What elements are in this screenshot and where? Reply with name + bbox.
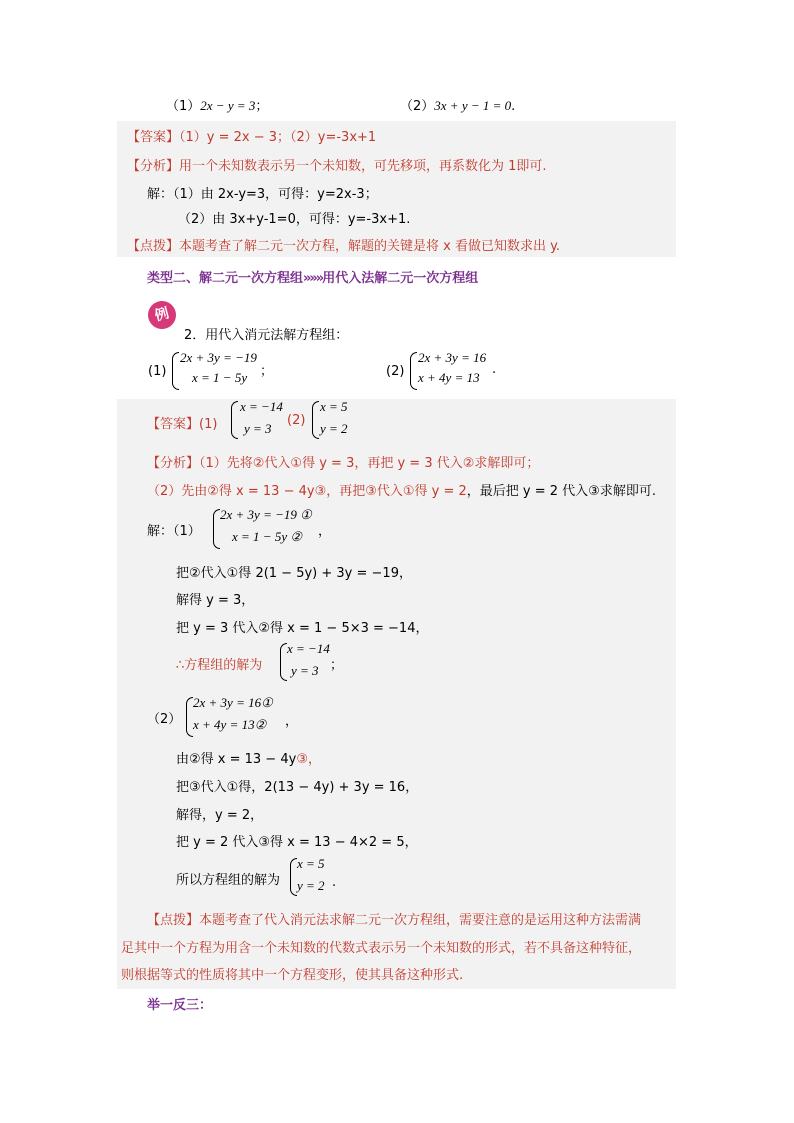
brace-icon — [231, 401, 238, 439]
step-2: 解得 y = 3， — [176, 593, 255, 608]
equation: x + 4y = 13② — [193, 717, 267, 732]
solution-line-1: 解：（1）由 2x-y=3，可得：y=2x-3； — [147, 187, 378, 202]
step-9-label: 所以方程组的解为 — [176, 873, 281, 888]
punct: . — [492, 362, 497, 377]
analysis-2-a: （2）先由②得 x = 13 − 4y — [147, 484, 315, 499]
problem-line-1 — [166, 95, 268, 114]
answer-line: 【答案】（1）y = 2x − 3；（2）y=-3x+1 — [127, 130, 377, 145]
equation: 2x + 3y = −19 — [180, 350, 257, 365]
analysis-2-b: ③，再把③代入①得 y = 2 — [314, 484, 467, 499]
problem-1-label: (1) — [148, 364, 167, 379]
analysis-1-text: 【分析】（1）先将②代入①得 y = 3，再把 y = 3 代入②求解即可； — [147, 456, 540, 471]
punct: . — [332, 875, 337, 890]
answer-label: 【答案】(1) — [147, 417, 218, 432]
equation: 2x + 3y = −19 ① — [220, 507, 312, 522]
part-1-label: （1） — [166, 99, 201, 114]
punct: ； — [255, 99, 269, 114]
equation: x = 5 — [297, 856, 325, 871]
equation: x = 5 — [320, 399, 348, 414]
step-3: 把 y = 3 代入②得 x = 1 − 5×3 = −14， — [176, 621, 429, 636]
equation: x = 1 − 5y ② — [232, 529, 302, 544]
step-7: 解得，y = 2， — [176, 808, 264, 823]
brace-icon — [280, 643, 287, 681]
arrows-icon: »»» — [303, 271, 323, 286]
analysis-1 — [147, 452, 539, 471]
step-5 — [176, 748, 321, 767]
step-5-b: ③， — [296, 752, 321, 767]
equation: x = −14 — [240, 399, 283, 414]
brace-icon — [172, 352, 179, 390]
example-badge-icon: 例 — [145, 298, 179, 332]
equation-2: 3x + y − 1 = 0 — [434, 98, 512, 113]
equation: x + 4y = 13 — [418, 370, 480, 385]
analysis-2 — [147, 480, 656, 499]
solution-label: 解：（1） — [147, 524, 201, 539]
brace-icon — [312, 401, 319, 439]
equation: x = 1 − 5y — [192, 370, 248, 385]
answer-2-label: (2) — [287, 413, 306, 428]
step-6: 把③代入①得，2(13 − 4y) + 3y = 16， — [176, 780, 419, 795]
equation: y = 2 — [320, 421, 348, 436]
equation: 2x + 3y = 16 — [418, 350, 487, 365]
step-4-label: ∴方程组的解为 — [176, 658, 263, 673]
punct: ， — [285, 714, 299, 729]
equation: y = 3 — [291, 663, 319, 678]
equation-1: 2x − y = 3 — [200, 98, 256, 113]
section-title — [147, 267, 478, 286]
tip-line: 【点拨】本题考查了解二元一次方程，解题的关键是将 x 看做已知数求出 y. — [127, 239, 561, 254]
punct: ； — [330, 658, 344, 673]
equation: 2x + 3y = 16① — [193, 695, 273, 710]
equation: y = 2 — [297, 878, 325, 893]
punct: ； — [260, 364, 274, 379]
section-title-a: 类型二、解二元一次方程组 — [147, 271, 304, 286]
problem-intro: 2．用代入消元法解方程组： — [184, 328, 349, 343]
tip-line-1: 【点拨】本题考查了代入消元法求解二元一次方程组，需要注意的是运用这种方法需满 — [147, 913, 642, 928]
problem-2-label: (2) — [386, 364, 405, 379]
step-5-a: 由②得 x = 13 − 4y — [176, 752, 297, 767]
analysis-text: 【分析】用一个未知数表示另一个未知数，可先移项，再系数化为 1即可. — [127, 159, 547, 174]
tip-line-3: 则根据等式的性质将其中一个方程变形，使其具备这种形式. — [121, 968, 464, 983]
step-1: 把②代入①得 2(1 − 5y) + 3y = −19， — [176, 566, 412, 581]
section-title-b: 用代入法解二元一次方程组 — [322, 271, 479, 286]
problem-line-2 — [400, 95, 515, 114]
part-2-label: （2） — [400, 99, 435, 114]
part-2-label: （2） — [147, 712, 182, 727]
punct: ， — [318, 524, 332, 539]
solution-line-2: （2）由 3x+y-1=0，可得：y=-3x+1. — [178, 212, 411, 227]
brace-icon — [410, 352, 417, 390]
analysis-line — [127, 155, 547, 174]
tip-line-2: 足其中一个方程为用含一个未知数的代数式表示另一个未知数的形式，若不具备这种特征， — [121, 941, 642, 956]
analysis-2-c: ，最后把 y = 2 代入③求解即可. — [466, 484, 656, 499]
brace-icon — [213, 509, 220, 549]
brace-icon — [186, 697, 193, 737]
equation: y = 3 — [244, 421, 272, 436]
equation: x = −14 — [287, 641, 330, 656]
step-8: 把 y = 2 代入③得 x = 13 − 4×2 = 5， — [176, 835, 418, 850]
punct: . — [511, 99, 516, 114]
brace-icon — [290, 858, 297, 896]
footer-heading: 举一反三： — [147, 998, 213, 1013]
